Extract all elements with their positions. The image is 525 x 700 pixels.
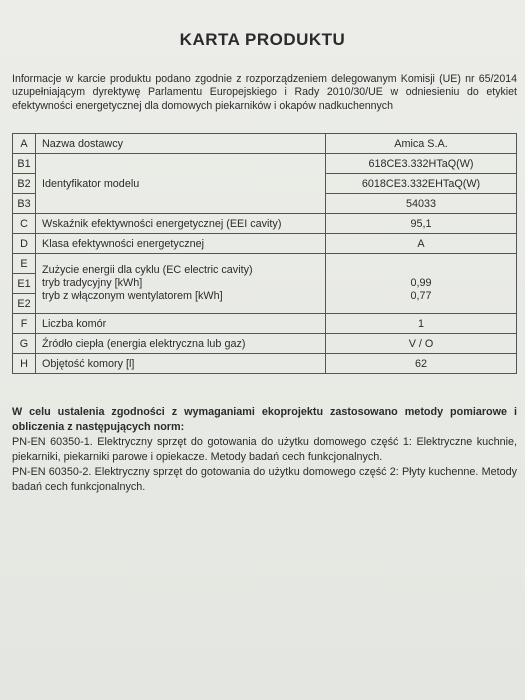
norms-section bbox=[12, 405, 517, 495]
row-value: 6018CE3.332EHTaQ(W) bbox=[326, 174, 517, 194]
row-code: B3 bbox=[13, 194, 36, 214]
document-title: KARTA PRODUKTU bbox=[179, 30, 346, 49]
product-table bbox=[12, 133, 517, 374]
row-code: G bbox=[13, 334, 36, 354]
table-row bbox=[13, 254, 517, 274]
row-value: 54033 bbox=[326, 194, 517, 214]
row-code: A bbox=[13, 134, 36, 154]
row-value bbox=[332, 264, 510, 277]
table-row bbox=[13, 214, 517, 234]
table-row bbox=[13, 154, 517, 174]
row-sublabel: tryb tradycyjny [kWh] bbox=[42, 277, 143, 289]
row-value: 62 bbox=[326, 354, 517, 374]
row-label: Identyfikator modelu bbox=[36, 154, 326, 214]
norm-item: PN-EN 60350-2. Elektryczny sprzęt do gotowania do użytku domowego część 2: Płyty kuchenne. Metody badań cech funkcjonalnych. bbox=[12, 466, 517, 493]
row-label-group bbox=[36, 254, 326, 314]
row-code: E1 bbox=[13, 274, 36, 294]
row-code: E2 bbox=[13, 294, 36, 314]
row-value: 1 bbox=[326, 314, 517, 334]
row-value: V / O bbox=[326, 334, 517, 354]
table-row bbox=[13, 234, 517, 254]
row-code: E bbox=[13, 254, 36, 274]
row-label: Nazwa dostawcy bbox=[36, 134, 326, 154]
row-label: Źródło ciepła (energia elektryczna lub gaz) bbox=[36, 334, 326, 354]
intro-paragraph: Informacje w karcie produktu podano zgodnie z rozporządzeniem delegowanym Komisji (UE) nr 65/2014 uzupełniającym dyrektywę Parlamentu Europejskiego i Rady 2010/30/UE w odniesieniu do etykiet efektywności energetycznej dla domowych piekarników i okapów nadkuchennych bbox=[12, 73, 517, 112]
row-label: Zużycie energii dla cyklu (EC electric cavity) bbox=[42, 264, 253, 276]
row-code: D bbox=[13, 234, 36, 254]
norms-heading: W celu ustalenia zgodności z wymaganiami ekoprojektu zastosowano metody pomiarowe i obliczenia z następujących norm: bbox=[12, 406, 517, 433]
row-label: Liczba komór bbox=[36, 314, 326, 334]
row-code: B2 bbox=[13, 174, 36, 194]
row-value: 618CE3.332HTaQ(W) bbox=[326, 154, 517, 174]
table-row bbox=[13, 334, 517, 354]
row-label: Objętość komory [l] bbox=[36, 354, 326, 374]
table-row bbox=[13, 314, 517, 334]
norm-item: PN-EN 60350-1. Elektryczny sprzęt do gotowania do użytku domowego część 1: Elektryczne kuchnie, piekarniki, piekarniki parowe i opiekacze. Metody badań cech funkcjonalnych. bbox=[12, 436, 517, 463]
row-value: Amica S.A. bbox=[326, 134, 517, 154]
row-label: Wskaźnik efektywności energetycznej (EEI cavity) bbox=[36, 214, 326, 234]
row-label: Klasa efektywności energetycznej bbox=[36, 234, 326, 254]
row-value-group bbox=[326, 254, 517, 314]
table-row bbox=[13, 134, 517, 154]
row-value: 0,99 bbox=[410, 277, 432, 289]
row-code: C bbox=[13, 214, 36, 234]
row-code: H bbox=[13, 354, 36, 374]
row-value: A bbox=[326, 234, 517, 254]
row-sublabel: tryb z włączonym wentylatorem [kWh] bbox=[42, 290, 223, 302]
table-row bbox=[13, 354, 517, 374]
row-value: 0,77 bbox=[410, 290, 432, 302]
row-code: F bbox=[13, 314, 36, 334]
row-value: 95,1 bbox=[326, 214, 517, 234]
row-code: B1 bbox=[13, 154, 36, 174]
